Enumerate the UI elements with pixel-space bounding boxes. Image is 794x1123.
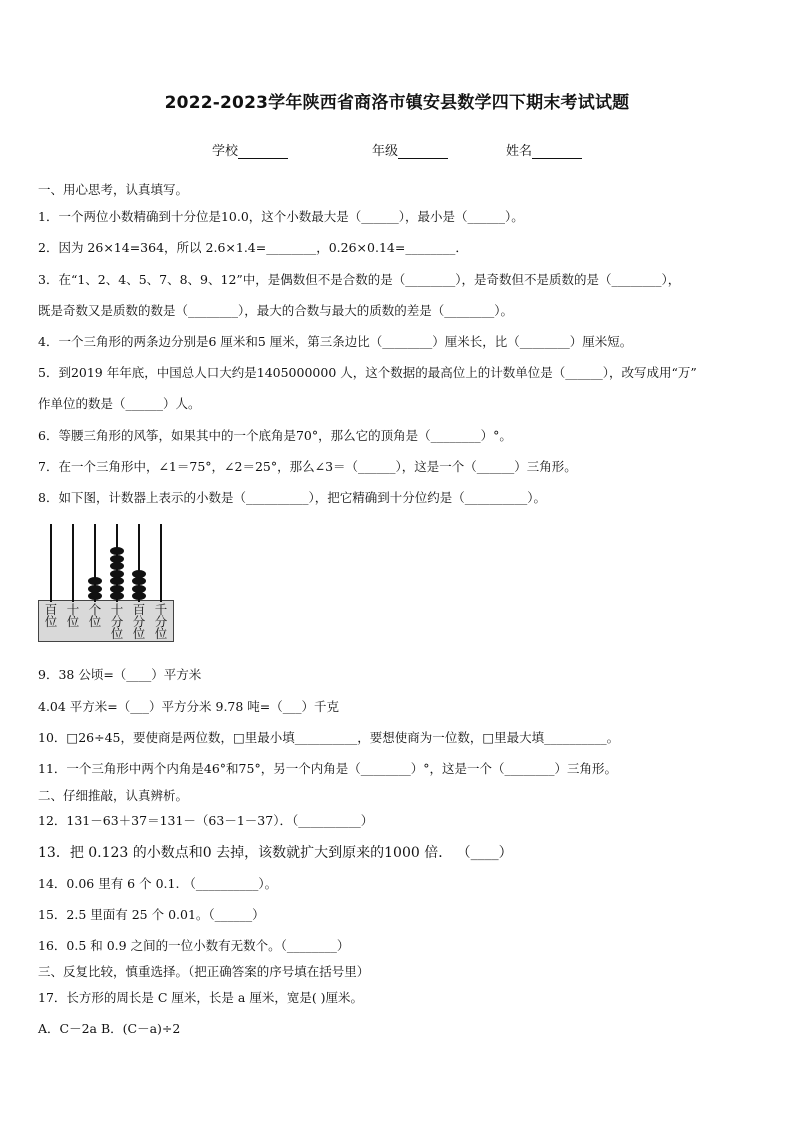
abacus-bead xyxy=(110,562,124,570)
question-5-line-2: 作单位的数是（______）人。 xyxy=(38,396,201,411)
question-1: 1．一个两位小数精确到十分位是10.0，这个小数最大是（______），最小是（______）。 xyxy=(38,209,524,224)
abacus-bead xyxy=(110,585,124,593)
abacus-bead xyxy=(110,570,124,578)
school-field[interactable] xyxy=(212,140,288,159)
abacus-figure xyxy=(38,524,174,644)
abacus-label-4: 十 分 位 xyxy=(110,602,124,641)
name-field[interactable] xyxy=(506,140,582,159)
section-2-heading: 二、仔细推敲，认真辨析。 xyxy=(38,788,189,803)
question-15: 15．2.5 里面有 25 个 0.01。（______） xyxy=(38,907,265,922)
question-14: 14．0.06 里有 6 个 0.1. （__________）。 xyxy=(38,876,278,891)
question-17: 17．长方形的周长是 C 厘米，长是 a 厘米，宽是( )厘米。 xyxy=(38,990,364,1005)
grade-field[interactable] xyxy=(372,140,448,159)
section-1-heading: 一、用心思考，认真填写。 xyxy=(38,182,189,197)
abacus-rod-6 xyxy=(160,524,162,602)
question-9: 9．38 公顷=（____）平方米 xyxy=(38,667,202,682)
abacus-rod-1 xyxy=(50,524,52,602)
school-blank[interactable] xyxy=(238,144,288,159)
question-16: 16．0.5 和 0.9 之间的一位小数有无数个。（________） xyxy=(38,938,350,953)
question-17-options: A．C－2a B．(C－a)÷2 xyxy=(38,1021,181,1036)
abacus-bead xyxy=(132,585,146,593)
abacus-bead xyxy=(132,592,146,600)
abacus-bead xyxy=(132,570,146,578)
question-11: 11．一个三角形中两个内角是46°和75°，另一个内角是（________）°，这是一个（________）三角形。 xyxy=(38,761,617,776)
abacus-rod-2 xyxy=(72,524,74,602)
abacus-label-1: 百 位 xyxy=(44,602,58,629)
question-8: 8．如下图，计数器上表示的小数是（__________），把它精确到十分位约是（__________）。 xyxy=(38,490,546,505)
question-10: 10．□26÷45，要使商是两位数，□里最小填__________，要想使商为一位数，□里最大填__________。 xyxy=(38,730,620,745)
abacus-bead xyxy=(88,592,102,600)
name-label: 姓名 xyxy=(506,144,533,159)
school-label: 学校 xyxy=(212,144,239,159)
abacus-bead xyxy=(110,547,124,555)
abacus-bead xyxy=(110,592,124,600)
abacus-bead xyxy=(88,577,102,585)
abacus-bead xyxy=(110,577,124,585)
question-3-line-1: 3．在“1、2、4、5、7、8、9、12”中，是偶数但不是合数的是（________），是奇数但不是质数的是（________）， xyxy=(38,272,681,287)
question-2: 2．因为 26×14=364，所以 2.6×1.4=________，0.26×0.14=________． xyxy=(38,240,468,255)
question-7: 7．在一个三角形中，∠1＝75°，∠2＝25°，那么∠3＝（______），这是一个（______）三角形。 xyxy=(38,459,577,474)
grade-label: 年级 xyxy=(372,144,399,159)
question-6: 6．等腰三角形的风筝，如果其中的一个底角是70°，那么它的顶角是（________）°。 xyxy=(38,428,512,443)
section-3-heading: 三、反复比较，慎重选择。（把正确答案的序号填在括号里） xyxy=(38,964,370,979)
grade-blank[interactable] xyxy=(398,144,448,159)
question-12: 12．131－63＋37＝131－（63－1－37）．（__________） xyxy=(38,813,374,828)
abacus-label-2: 十 位 xyxy=(66,602,80,629)
page-title: 2022-2023学年陕西省商洛市镇安县数学四下期末考试试题 xyxy=(164,93,630,113)
abacus-label-3: 个 位 xyxy=(88,602,102,629)
question-3-line-2: 既是奇数又是质数的数是（________），最大的合数与最大的质数的差是（________）。 xyxy=(38,303,514,318)
abacus-bead xyxy=(132,577,146,585)
question-9-continued: 4.04 平方米=（___）平方分米 9.78 吨=（___）千克 xyxy=(38,699,340,714)
question-4: 4．一个三角形的两条边分别是6 厘米和5 厘米，第三条边比（________）厘米长，比（________）厘米短。 xyxy=(38,334,633,349)
abacus-label-6: 千 分 位 xyxy=(154,602,168,641)
question-13: 13．把 0.123 的小数点和0 去掉，该数就扩大到原来的1000 倍． （____） xyxy=(38,845,513,861)
abacus-bead xyxy=(110,555,124,563)
question-5-line-1: 5．到2019 年年底，中国总人口大约是1405000000 人，这个数据的最高位上的计数单位是（______），改写成用“万” xyxy=(38,365,697,380)
abacus-label-5: 百 分 位 xyxy=(132,602,146,641)
name-blank[interactable] xyxy=(532,144,582,159)
abacus-bead xyxy=(88,585,102,593)
